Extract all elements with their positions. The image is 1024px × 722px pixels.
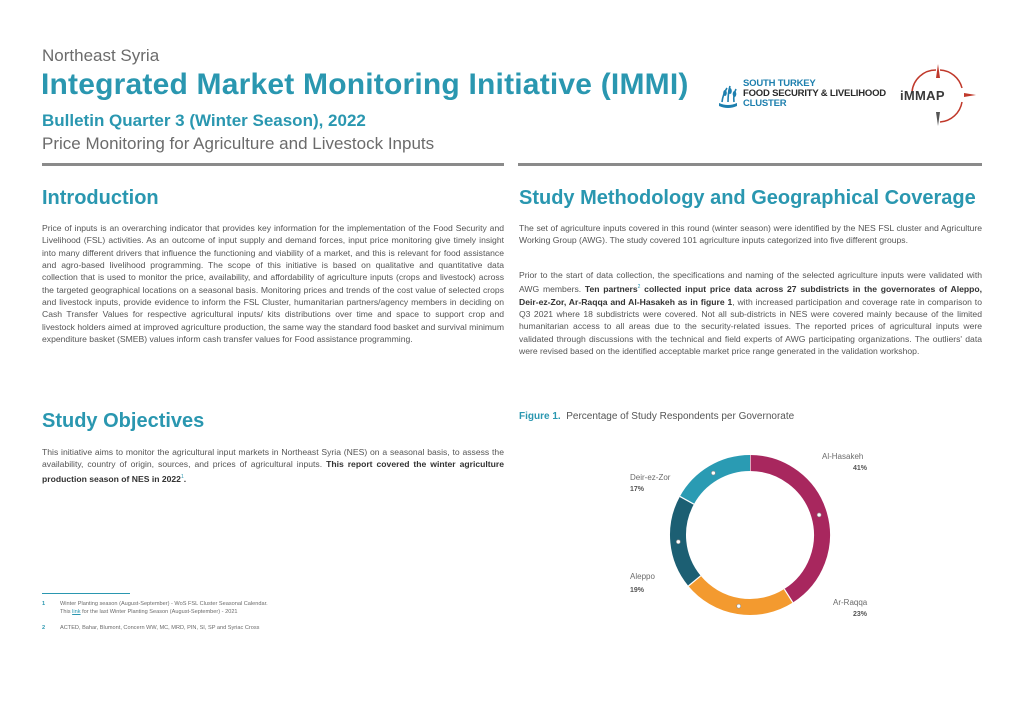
donut-slice-deir-ez-zor (687, 463, 750, 500)
immap-logo (896, 64, 976, 126)
header-rule-right (518, 163, 982, 166)
footnote-1-line-2-end: for the last Winter Planting Season (August-September) - 2021 (80, 609, 238, 615)
introduction-text: Price of inputs is an overarching indicator that provides key information for the implementation of the Food Security and Livelihood (FSL) activities. As an outcome of input supply and demand forces, input price monitoring give timely insight into many different drivers that influence the functioning and viability of a market, and this is relevant for food assistance and agro-based livelihood programming. The scope of this initiative is based on qualitative and quantitative data collection that is used to monitor the price, availability, and affordability of agriculture inputs (crops and livestock) across the targeted geographical locations on a seasonal basis. Monitoring prices and trends of the cost value of selected crops and livestock inputs, provide evidence to inform the FSL Cluster, humanitarian partners/agency members in deciding on Cash Transfer Values for respective agricultural inputs/ kits distributions over time and space to support crop and livestock holders aimed at improved agriculture production, the same way the standard food basket and survival minimum expenditure basket (SMEB) values inform cash transfer values for Food assistance programming. (42, 223, 504, 345)
objectives-text-end: . (183, 473, 187, 484)
methodology-paragraph-2 (519, 269, 982, 357)
footnote-ref-2[interactable]: 2 (637, 284, 641, 291)
objectives-heading: Study Objectives (42, 410, 205, 432)
leader-dot-aleppo (676, 540, 680, 544)
bulletin-subtitle: Bulletin Quarter 3 (Winter Season), 2022 (42, 111, 366, 130)
pct-ar-raqqa: 23% (853, 611, 868, 618)
pct-aleppo: 19% (630, 587, 645, 594)
footnote-1-number: 1 (42, 601, 46, 607)
footnote-1-link[interactable]: link (72, 609, 81, 615)
label-ar-raqqa: Ar-Raqqa (833, 598, 868, 607)
topic-subtitle: Price Monitoring for Agriculture and Livestock Inputs (42, 134, 435, 153)
figure-caption (519, 411, 794, 422)
label-aleppo: Aleppo (630, 572, 655, 581)
methodology-heading: Study Methodology and Geographical Coverage (519, 187, 976, 209)
methodology-p2-bold-2: collected input price data across 27 subdistricts in the governorates of Aleppo, Deir-ez-Zor, Ar-Raqqa and Al-Hasakeh as in figure 1 (519, 284, 982, 307)
page-title: Integrated Market Monitoring Initiative (IMMI) (41, 68, 689, 101)
fsl-line-1: SOUTH TURKEY (743, 78, 816, 89)
objectives-text-plain: This initiative aims to monitor the agricultural input markets in Northeast Syria (NES) on a seasonal basis, to assess the availability, country of origin, sources, and prices of agricultural inputs. (42, 447, 504, 470)
leader-dot-al-hasakeh (817, 513, 821, 517)
introduction-heading: Introduction (42, 187, 159, 209)
footnote-1-line-2-start: This (60, 609, 73, 615)
objectives-text-bold: This report covered the winter agriculture production season of NES in 2022 (42, 459, 504, 484)
label-deir-ez-zor: Deir-ez-Zor (630, 473, 671, 482)
label-al-hasakeh: Al-Hasakeh (822, 452, 864, 461)
footnote-2-number: 2 (42, 625, 46, 631)
pct-deir-ez-zor: 17% (630, 486, 645, 493)
region-label: Northeast Syria (42, 46, 160, 65)
methodology-p2-start: Prior to the start of data collection, the specifications and naming of the selected agriculture inputs were validated with AWG members. (519, 270, 982, 295)
immap-wordmark: iMMAP (900, 88, 945, 103)
fsl-cluster-logo (716, 78, 886, 114)
figure-label: Figure 1. (519, 411, 561, 422)
donut-slice-ar-raqqa (695, 581, 789, 607)
methodology-paragraph-1: The set of agriculture inputs covered in this round (winter season) were identified by the NES FSL cluster and Agriculture Working Group (AWG). The study covered 101 agriculture inputs categorized into five different groups. (519, 223, 982, 246)
pct-al-hasakeh: 41% (853, 465, 868, 472)
fsl-line-2: FOOD SECURITY & LIVELIHOOD (743, 88, 886, 99)
footnote-1 (42, 600, 462, 618)
header-rule-left (42, 163, 504, 166)
methodology-p2-end: , with increased participation and coverage rate in comparison to Q3 2021 where 18 subdistricts were covered. Not all sub-districts in NES were covered mainly because of the limited humanitarian access to all areas due to the security-related issues. The reported prices of agricultural inputs were validated through discussions with the technical and field experts of AWG participating organizations. The outliers' data were revised based on the identified acceptable market price range generated in the validation workshop. (519, 296, 982, 356)
methodology-p2-bold-1: Ten partners (584, 284, 638, 295)
footnote-2 (42, 624, 462, 634)
respondents-donut-chart (660, 447, 840, 623)
fsl-line-3: CLUSTER (743, 98, 787, 109)
donut-slice-aleppo (678, 500, 695, 581)
wheat-icon (716, 84, 740, 110)
fsl-cluster-wordmark (743, 79, 886, 109)
leader-dot-ar-raqqa (737, 604, 741, 608)
footnote-1-line-2 (60, 608, 238, 616)
donut-slice-al-hasakeh (750, 463, 822, 596)
figure-caption-text: Percentage of Study Respondents per Governorate (566, 411, 795, 422)
footnote-2-text: ACTED, Bahar, Blumont, Concern WW, MC, MRD, PIN, SI, SP and Syriac Cross (60, 625, 260, 631)
footnote-ref-1[interactable]: 1 (180, 473, 184, 480)
footnote-1-text: Winter Planting season (August-September) - WoS FSL Cluster Seasonal Calendar. (60, 601, 268, 607)
objectives-text (42, 446, 504, 485)
leader-dot-deir-ez-zor (711, 471, 715, 475)
footnote-rule (42, 593, 130, 594)
